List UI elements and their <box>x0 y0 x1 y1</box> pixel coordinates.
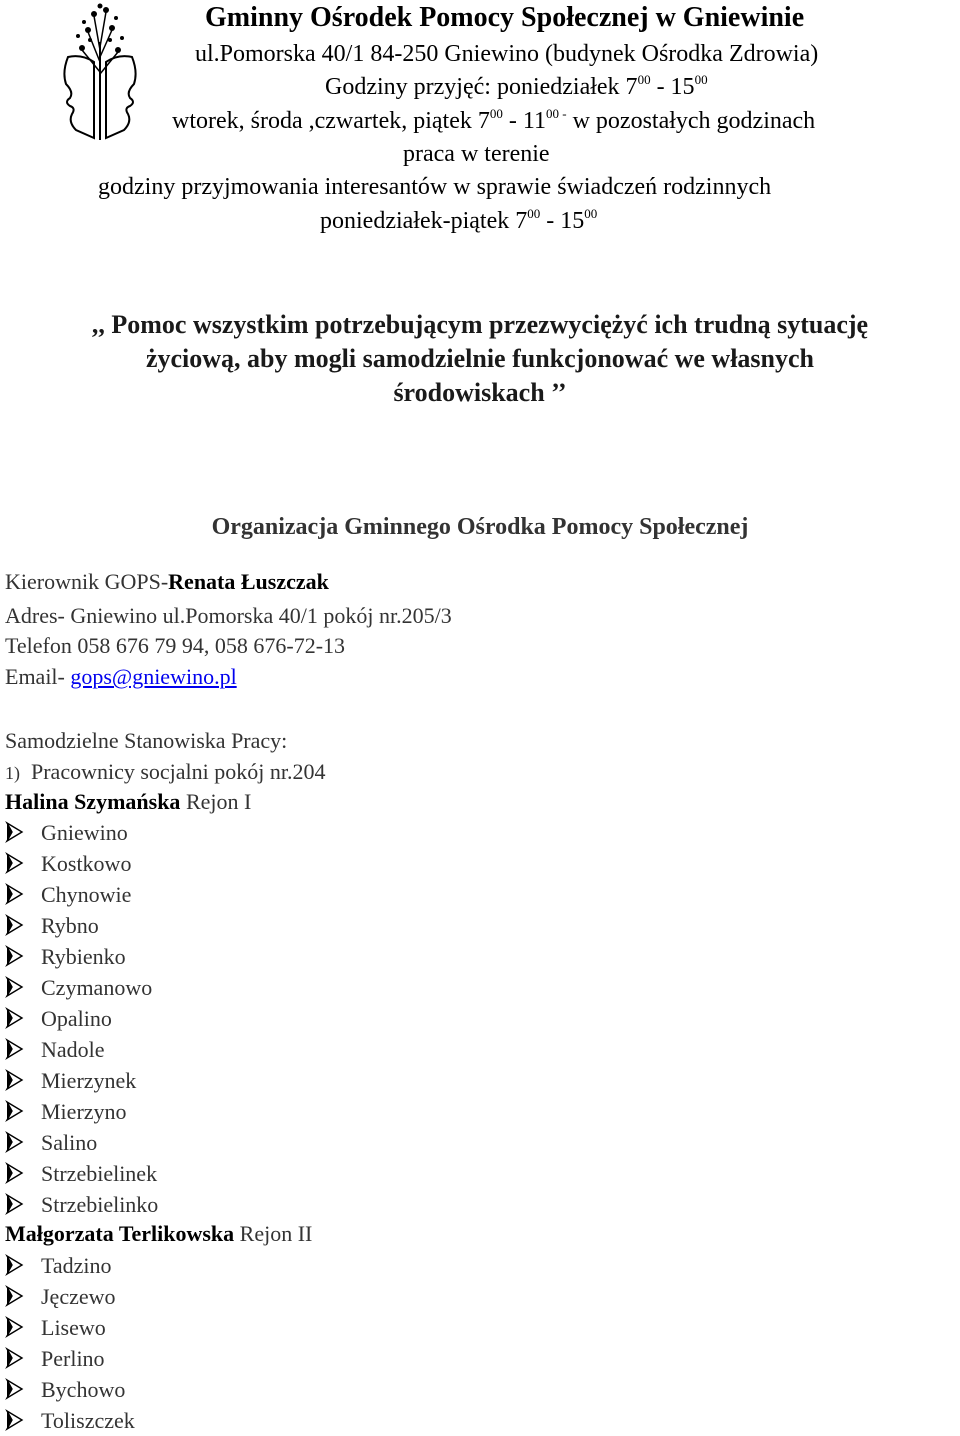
village-name: Opalino <box>41 1006 112 1031</box>
arrow-bullet-icon <box>5 1316 41 1340</box>
arrow-bullet-icon <box>5 1285 41 1309</box>
list-item <box>5 1312 135 1343</box>
village-name: Gniewino <box>41 820 128 845</box>
village-name: Jęczewo <box>41 1284 116 1309</box>
arrow-bullet-icon <box>5 883 41 907</box>
village-name: Czymanowo <box>41 975 153 1000</box>
region-2-villages <box>5 1250 135 1436</box>
arrow-bullet-icon <box>5 1131 41 1155</box>
village-name: Strzebielinko <box>41 1192 159 1217</box>
hours-other-days: wtorek, środa ,czwartek, piątek $7^{00} - 11^{00 -}$ w pozostałych godzinach <box>172 106 816 134</box>
list-item <box>5 1343 135 1374</box>
village-name: Lisewo <box>41 1315 106 1340</box>
hours-monday: Godziny przyjęć: poniedziałek $7^{00} - 15^{00}$ <box>325 72 708 100</box>
list-item <box>5 817 158 848</box>
list-item <box>5 1405 135 1436</box>
field-work-note: praca w terenie <box>403 141 550 167</box>
list-item <box>5 972 158 1003</box>
email-link[interactable]: gops@gniewino.pl <box>70 664 237 689</box>
list-item <box>5 1003 158 1034</box>
address-line: ul.Pomorska 40/1 84-250 Gniewino (budynek Ośrodka Zdrowia) <box>195 41 819 67</box>
region-1-villages <box>5 817 158 1220</box>
village-name: Tadzino <box>41 1253 112 1278</box>
list-item <box>5 1158 158 1189</box>
list-item <box>5 1065 158 1096</box>
arrow-bullet-icon <box>5 1378 41 1402</box>
list-item <box>5 910 158 941</box>
list-item <box>5 1096 158 1127</box>
manager-line: Kierownik GOPS-Renata Łuszczak <box>5 569 329 594</box>
village-name: Nadole <box>41 1037 105 1062</box>
region-2-worker: Małgorzata Terlikowska Rejon II <box>5 1221 313 1246</box>
list-item <box>5 1034 158 1065</box>
motto-line-1: ,, Pomoc wszystkim potrzebującym przezwyciężyć ich trudną sytuację <box>91 310 869 339</box>
motto-line-3: środowiskach ’’ <box>393 378 567 407</box>
arrow-bullet-icon <box>5 945 41 969</box>
village-name: Kostkowo <box>41 851 132 876</box>
list-item <box>5 848 158 879</box>
village-name: Rybno <box>41 913 99 938</box>
phone-numbers: Telefon 058 676 79 94, 058 676-72-13 <box>5 633 346 658</box>
arrow-bullet-icon <box>5 1409 41 1433</box>
arrow-bullet-icon <box>5 1069 41 1093</box>
village-name: Strzebielinek <box>41 1161 158 1186</box>
village-name: Bychowo <box>41 1377 126 1402</box>
arrow-bullet-icon <box>5 1347 41 1371</box>
village-name: Salino <box>41 1130 98 1155</box>
arrow-bullet-icon <box>5 852 41 876</box>
village-name: Chynowie <box>41 882 132 907</box>
list-item <box>5 879 158 910</box>
motto-line-2: życiową, aby mogli samodzielnie funkcjonować we własnych <box>145 344 815 373</box>
list-item <box>5 1281 135 1312</box>
page-title: Gminny Ośrodek Pomocy Społecznej w Gniewinie <box>205 2 805 33</box>
motto <box>0 308 960 410</box>
arrow-bullet-icon <box>5 1162 41 1186</box>
benefits-hours: poniedziałek-piątek $7^{00} - 15^{00}$ <box>320 206 598 234</box>
region-1-worker: Halina Szymańska Rejon I <box>5 789 252 814</box>
arrow-bullet-icon <box>5 1038 41 1062</box>
tree-faces-icon <box>60 2 140 142</box>
arrow-bullet-icon <box>5 914 41 938</box>
arrow-bullet-icon <box>5 1193 41 1217</box>
village-name: Perlino <box>41 1346 105 1371</box>
email-line: Email- gops@gniewino.pl <box>5 664 237 689</box>
village-name: Mierzyno <box>41 1099 127 1124</box>
positions-item-1: 1) Pracownicy socjalni pokój nr.204 <box>5 759 326 784</box>
arrow-bullet-icon <box>5 1254 41 1278</box>
benefits-hours-label: godziny przyjmowania interesantów w sprawie świadczeń rodzinnych <box>98 174 772 200</box>
gops-logo <box>60 2 140 142</box>
list-item <box>5 1127 158 1158</box>
list-item <box>5 941 158 972</box>
village-name: Toliszczek <box>41 1408 135 1433</box>
list-item <box>5 1250 135 1281</box>
arrow-bullet-icon <box>5 976 41 1000</box>
office-address: Adres- Gniewino ul.Pomorska 40/1 pokój nr.205/3 <box>5 603 452 628</box>
arrow-bullet-icon <box>5 1100 41 1124</box>
arrow-bullet-icon <box>5 1007 41 1031</box>
village-name: Rybienko <box>41 944 126 969</box>
positions-heading: Samodzielne Stanowiska Pracy: <box>5 728 288 753</box>
list-item <box>5 1189 158 1220</box>
manager-name: Renata Łuszczak <box>168 569 329 594</box>
list-item <box>5 1374 135 1405</box>
organization-title: Organizacja Gminnego Ośrodka Pomocy Społecznej <box>211 514 749 540</box>
arrow-bullet-icon <box>5 821 41 845</box>
village-name: Mierzynek <box>41 1068 137 1093</box>
